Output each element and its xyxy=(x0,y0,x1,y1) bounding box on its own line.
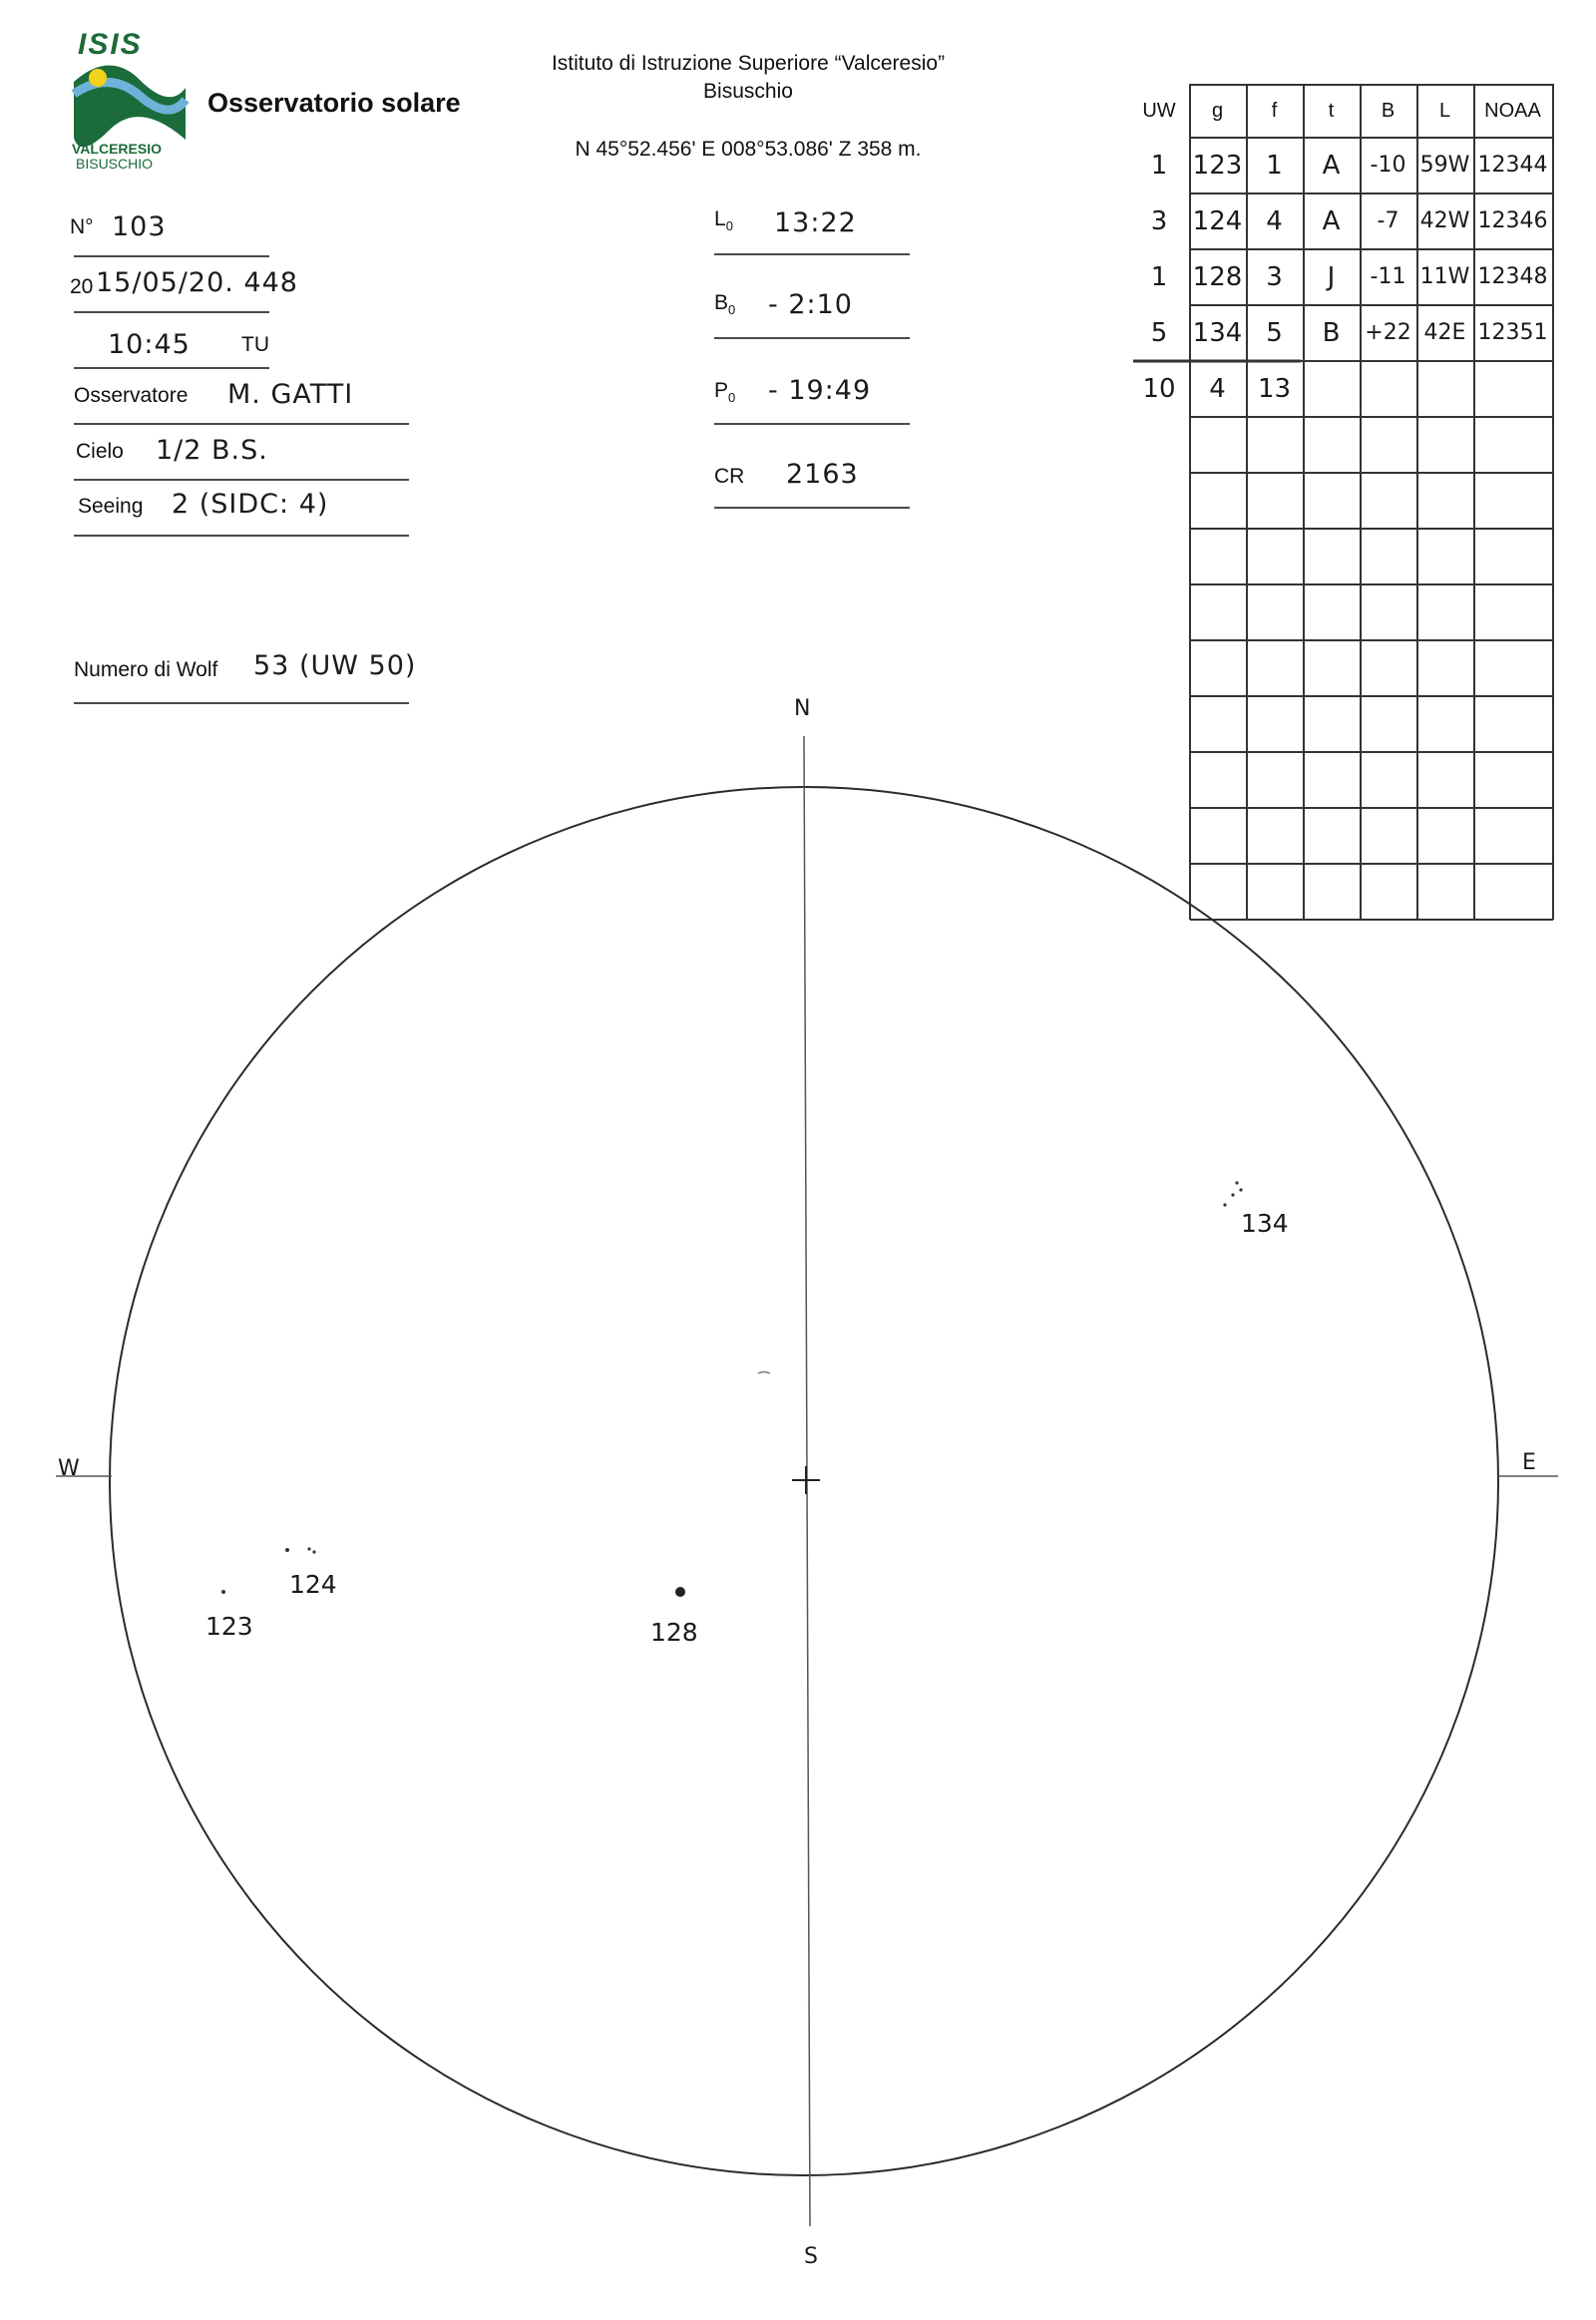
observatory-coordinates: N 45°52.456' E 008°53.086' Z 358 m. xyxy=(575,138,922,161)
p0-value: - 19:49 xyxy=(768,375,872,406)
wolf-value: 53 (UW 50) xyxy=(253,650,417,681)
table-cell: 12351 xyxy=(1477,320,1548,345)
sunspot-134d xyxy=(1223,1203,1226,1206)
logo-subtitle-2: BISUSCHIO xyxy=(76,156,154,172)
table-cell: J xyxy=(1327,262,1336,292)
logo-subtitle: VALCERESIO xyxy=(72,141,162,157)
l0-label: $L_0$ xyxy=(714,207,733,234)
table-cell: 12348 xyxy=(1477,264,1548,289)
sunspot-134a xyxy=(1235,1181,1238,1184)
table-header-f: f xyxy=(1271,100,1278,122)
b0-value: - 2:10 xyxy=(768,289,853,320)
table-header-g: g xyxy=(1211,100,1224,122)
wolf-label: Numero di Wolf xyxy=(74,658,218,681)
sunspot-124a xyxy=(285,1548,289,1552)
table-cell: -11 xyxy=(1370,264,1406,289)
number-label: N° xyxy=(70,215,94,238)
sunspot-134b xyxy=(1239,1188,1242,1191)
group-label-134: 134 xyxy=(1241,1209,1289,1238)
sky-value: 1/2 B.S. xyxy=(156,435,268,466)
table-header-uw: UW xyxy=(1142,100,1176,122)
table-total-cell: 10 xyxy=(1142,374,1176,404)
table-cell: 42W xyxy=(1419,208,1470,233)
table-total-cell: 13 xyxy=(1257,374,1292,404)
table-cell: 123 xyxy=(1192,151,1243,181)
number-value: 103 xyxy=(112,211,167,242)
seeing-value: 2 (SIDC: 4) xyxy=(172,489,329,520)
table-cell: -7 xyxy=(1377,208,1399,233)
table-cell: B xyxy=(1322,318,1341,348)
sunspot-124b xyxy=(307,1547,310,1550)
table-cell: 1 xyxy=(1266,151,1283,181)
table-cell: 3 xyxy=(1150,206,1168,236)
table-cell: 5 xyxy=(1266,318,1283,348)
table-cell: 134 xyxy=(1192,318,1243,348)
north-label: N xyxy=(794,696,811,721)
p0-label: $P_0$ xyxy=(714,379,736,406)
table-cell: A xyxy=(1322,151,1341,181)
observer-value: M. GATTI xyxy=(227,379,354,410)
institute-name: Istituto di Istruzione Superiore “Valceresio” xyxy=(551,52,946,75)
time-unit: TU xyxy=(241,333,269,356)
logo-title: ISIS xyxy=(78,28,143,61)
table-header-b: B xyxy=(1381,100,1396,122)
table-cell: 4 xyxy=(1266,206,1283,236)
date-prefix: 20 xyxy=(70,275,94,298)
group-label-124: 124 xyxy=(289,1570,337,1599)
cr-label: CR xyxy=(714,465,745,488)
table-cell: 12344 xyxy=(1477,153,1548,178)
table-header-l: L xyxy=(1438,100,1451,122)
table-cell: +22 xyxy=(1365,320,1411,345)
cr-value: 2163 xyxy=(786,459,859,490)
table-cell: 12346 xyxy=(1477,208,1548,233)
date-value: 15/05/20. 448 xyxy=(96,267,298,298)
south-label: S xyxy=(804,2244,818,2269)
table-cell: 124 xyxy=(1192,206,1243,236)
group-label-128: 128 xyxy=(650,1618,698,1647)
west-label: W xyxy=(58,1456,80,1481)
sunspot-128 xyxy=(675,1587,685,1597)
sunspot-124c xyxy=(312,1550,315,1553)
table-header-t: t xyxy=(1328,100,1335,122)
table-cell: A xyxy=(1322,206,1341,236)
sky-label: Cielo xyxy=(76,440,124,463)
table-cell: 42E xyxy=(1423,320,1466,345)
table-cell: 59W xyxy=(1419,153,1470,178)
page-title: Osservatorio solare xyxy=(207,88,461,118)
observer-label: Osservatore xyxy=(74,384,189,407)
sunspot-134c xyxy=(1231,1193,1234,1196)
faint-mark xyxy=(758,1372,770,1374)
b0-label: $B_0$ xyxy=(714,291,736,318)
table-cell: 11W xyxy=(1419,264,1470,289)
table-header-noaa: NOAA xyxy=(1484,100,1541,122)
time-value: 10:45 xyxy=(108,329,191,360)
table-cell: -10 xyxy=(1370,153,1406,178)
table-cell: 1 xyxy=(1150,262,1168,292)
institute-place: Bisuschio xyxy=(703,80,793,103)
table-cell: 1 xyxy=(1150,151,1168,181)
table-cell: 3 xyxy=(1266,262,1283,292)
table-total-cell: 4 xyxy=(1209,374,1226,404)
sunspot-123 xyxy=(221,1590,225,1594)
table-cell: 5 xyxy=(1150,318,1168,348)
l0-value: 13:22 xyxy=(774,207,857,238)
seeing-label: Seeing xyxy=(78,495,144,518)
table-cell: 128 xyxy=(1192,262,1243,292)
east-label: E xyxy=(1522,1450,1536,1475)
group-label-123: 123 xyxy=(205,1612,253,1641)
